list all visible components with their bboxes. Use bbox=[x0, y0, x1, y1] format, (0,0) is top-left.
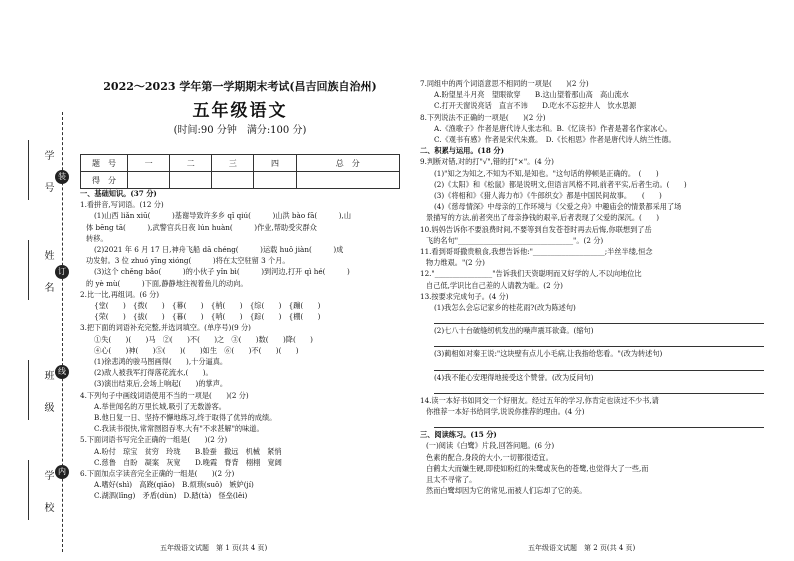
class-label: 班 级 bbox=[42, 370, 53, 418]
binding-margin bbox=[0, 0, 78, 561]
exam-title: 2022～2023 学年第一学期期末考试(昌吉回族自治州) bbox=[103, 80, 377, 93]
left_lines-line: A.举世闻名的万里长城,吸引了无数游客。 bbox=[94, 401, 226, 411]
score-cell: 一 bbox=[128, 155, 170, 172]
left_lines-line: C.湖泗(lǐng) 矛盾(dùn) D.踏(tà) 怪垒(lěi) bbox=[94, 491, 248, 501]
answer-line[interactable] bbox=[434, 417, 764, 428]
binding-marker: 线 bbox=[55, 365, 69, 379]
right_lines-line: C.《观书有感》作者是宋代朱熹。 D.《长相思》作者是唐代诗人纳兰性德。 bbox=[434, 135, 676, 145]
right_lines-line: 白鹤太大而嫌生硬,即使如粉红的朱鹭或灰色的苍鹭,也觉得大了一些,而 bbox=[426, 463, 649, 473]
answer-line[interactable] bbox=[434, 383, 764, 394]
binding-marker: 订 bbox=[55, 265, 69, 279]
score-table bbox=[80, 154, 400, 189]
right_lines-line: (3)蔺相如对秦王说:"这块壁有点儿小毛病,让我指给您看。"(改为转述句) bbox=[434, 349, 663, 359]
student-name-label: 姓 名 bbox=[42, 250, 53, 298]
right_lines-line: A.盼望星斗月亮 望眼欲穿 B.这山望着那山高 高山流水 bbox=[434, 90, 629, 100]
left_lines-line: (2)敌人被我军打得落花流水,( )。 bbox=[94, 368, 213, 378]
left_lines-line: C.我读书很快,常常囫囵吞枣,大有"不求甚解"的味道。 bbox=[94, 424, 264, 434]
student-id-label: 学 号 bbox=[42, 150, 53, 198]
score-cell: 四 bbox=[254, 155, 296, 172]
left_lines-line: ①失( )( )马 ②( )不( )之 ③( )数( )降( ) bbox=[94, 334, 313, 344]
binding-marker: 装 bbox=[55, 170, 69, 184]
left_lines-line: (2)2021 年 6 月 17 日,神舟飞船 dā chéng( )运载 huǒ jiàn( )成 bbox=[94, 245, 344, 255]
score-cell: 三 bbox=[212, 155, 254, 172]
right_lines-line: 自己低,学识比自己差的人请教为耻。(2 分) bbox=[426, 280, 563, 290]
right-footer: 五年级语文试题 第 2 页(共 4 页) bbox=[528, 544, 636, 552]
right_lines-line: (4)《慈母情深》中母亲的工作环境与《父爱之舟》中趣庙会的情景都采用了场 bbox=[434, 202, 682, 212]
student-id-line bbox=[28, 140, 29, 200]
left_lines-line: (3)演出结束后,会场上响起( )的掌声。 bbox=[94, 379, 228, 389]
class-line bbox=[28, 360, 29, 420]
school-line bbox=[28, 460, 29, 520]
right_lines-line: (1)"知之为知之,不知为不知,是知也。"这句话的停顿是正确的。 ( ) bbox=[434, 168, 659, 178]
right_lines-line: 景描写的方法,前者突出了母亲挣钱的艰辛,后者表现了父爱的深沉。( ) bbox=[426, 213, 659, 223]
right_lines-line: 9.判断对错,对的打"√",错的打"×"。(4 分) bbox=[420, 157, 554, 167]
right_lines-line: C.打开天窗说亮话 直言不讳 D.吃水不忘挖井人 饮水思源 bbox=[434, 101, 637, 111]
left-questions bbox=[80, 188, 400, 502]
score-cell: 得 分 bbox=[81, 172, 128, 189]
answer-line[interactable] bbox=[434, 360, 764, 371]
left_lines-line: (1)徐悲鸿的骏马图画得( ),十分逼真。 bbox=[94, 357, 228, 367]
left_lines-line: (3)这个 chěng bǎo( )的小伙子 yǐn bì( )到河边,打开 qì hé( ) bbox=[94, 267, 350, 277]
left_lines-line: (1)山西 liǎn xiū( )基谢导致许多乡 qǐ qiú( )山洪 bào fā( ),山 bbox=[94, 211, 352, 221]
right_lines-line: 12."________________"告诉我们天资聪明而又好学的人,不以向地位比 bbox=[420, 269, 642, 279]
left_lines-line: B.他日复一日、坚持不懈地练习,终于取得了优异的成绩。 bbox=[94, 413, 277, 423]
right_lines-line: (4)我不能心安理得地接受这个赞誉。(改为反问句) bbox=[434, 372, 594, 382]
right_lines-line: 14.读一本好书如同交一个好朋友。经过五年的学习,你肯定也读过不少书,请 bbox=[420, 395, 659, 405]
right_lines-line: 13.按要求完成句子。(4 分) bbox=[420, 291, 509, 301]
right_lines-line: 物力维艰。"(2 分) bbox=[426, 258, 485, 268]
score-cell: 二 bbox=[170, 155, 212, 172]
score-input-cell[interactable] bbox=[296, 172, 399, 189]
answer-line[interactable] bbox=[434, 313, 764, 324]
subject-title: 五年级语文 bbox=[192, 101, 288, 121]
right_lines-line: 二、积累与运用。(18 分) bbox=[420, 146, 504, 156]
score-input-cell[interactable] bbox=[170, 172, 212, 189]
left_lines-line: 5.下面词语书写完全正确的一组是( )(2 分) bbox=[80, 435, 228, 445]
right-questions bbox=[420, 78, 780, 497]
left_lines-line: A.嗜好(shì) 高跷(qiāo) B.烦琐(suǒ) 嫉妒(jí) bbox=[94, 480, 254, 490]
right_lines-line: 你推荐一本好书给同学,说说你推荐的理由。(4 分) bbox=[426, 407, 585, 417]
left_lines-line: 4.下列句子中画线词语使用不当的一项是( )(2 分) bbox=[80, 390, 249, 400]
right_lines-line: (2)《太阳》和《松鼠》都是说明文,但语言风格不同,前者平实,后者生动。( ) bbox=[434, 179, 687, 189]
left_lines-line: {荣( ) {拔( ) {暮( ) {哨( ) {踪( ) {棚( ) bbox=[94, 312, 321, 322]
right_lines-line: 8.下列说法不正确的一项是( )(2 分) bbox=[420, 112, 546, 122]
score-cell: 题 号 bbox=[81, 155, 128, 172]
right_lines-line: 三、阅读练习。(15 分) bbox=[420, 430, 497, 440]
left_lines-line: {堂( ) {拨( ) {幕( ) {梢( ) {综( ) {蹦( ) bbox=[94, 301, 321, 311]
right_lines-line: 然而白鹭却因为它的常见,而被人们忘却了它的美。 bbox=[426, 486, 587, 496]
right_lines-line: (2)七八十台破缝纫机发出的噪声震耳欲聋。(缩句) bbox=[434, 326, 594, 336]
binding-marker: 内 bbox=[55, 465, 69, 479]
right_lines-line: (3)《将相和》《猎人海力布》《牛郎织女》都是中国民间故事。 ( ) bbox=[434, 191, 662, 201]
time-score: (时间:90 分钟 满分:100 分) bbox=[173, 125, 307, 136]
left_lines-line: 的 yè mù( )下面,静静地注视着鱼儿的动向。 bbox=[86, 278, 248, 288]
score-input-cell[interactable] bbox=[128, 172, 170, 189]
right_lines-line: 色素的配合,身段的大小,一切都很适宜。 bbox=[426, 452, 553, 462]
left_lines-line: A.吩付 琼宝 贫穷 玲珑 B.脸蚕 撒远 机械 紧悄 bbox=[94, 446, 282, 456]
left_lines-line: 1.看拼音,写词语。(12 分) bbox=[80, 200, 164, 210]
score-input-cell[interactable] bbox=[212, 172, 254, 189]
left_lines-line: C.慈鲁 自盼 凝案 灰宽 D.晚霞 脊背 栩栩 宽阔 bbox=[94, 457, 282, 467]
left_lines-line: 功发射。3 位 zhuó yīng xióng( )将在太空驻留 3 个月。 bbox=[86, 256, 290, 266]
school-label: 学 校 bbox=[42, 470, 53, 518]
left-page bbox=[80, 0, 400, 561]
right_lines-line: 飞的名句"________________________________"。(2 分) bbox=[426, 235, 604, 245]
left_lines-line: 一、基础知识。(37 分) bbox=[80, 189, 157, 198]
score-input-cell[interactable] bbox=[254, 172, 296, 189]
answer-line[interactable] bbox=[434, 336, 764, 347]
left_lines-line: 3.把下面的词语补充完整,并选词填空。(单序号)(9 分) bbox=[80, 323, 251, 333]
right_lines-line: 且太不寻常了。 bbox=[426, 475, 477, 485]
left_lines-line: 体 bēng tā( ),武警官兵日夜 lún huàn( )作业,帮助受灾群众 bbox=[86, 222, 317, 232]
right_lines-line: (一)阅读《白鹭》片段,回答问题。(6 分) bbox=[426, 441, 555, 451]
right_lines-line: 7.同组中的两个词语意思不相同的一项是( )(2 分) bbox=[420, 79, 589, 88]
left_lines-line: ④心( )神( )⑤( )( )如生 ⑥( )不( )( ) bbox=[94, 345, 299, 355]
right-page bbox=[420, 0, 780, 561]
student-name-line bbox=[28, 240, 29, 300]
score-table-score-row bbox=[81, 172, 400, 189]
score-cell: 总 分 bbox=[296, 155, 399, 172]
left_lines-line: 2.比一比,再组词。(6 分) bbox=[80, 289, 160, 299]
right_lines-line: 10.妈妈告诉你不要浪费时间,不要等到自发苍苍时再去后悔,你联想到了岳 bbox=[420, 224, 652, 234]
right_lines-line: 11.看到哥哥撒贵粮食,我想告诉他:"____________________;半丝半缕,恒念 bbox=[420, 247, 653, 257]
right_lines-line: A.《渔歌子》作者是唐代诗人张志和。B.《忆读书》作者是著名作家冰心。 bbox=[434, 123, 672, 133]
left_lines-line: 转移。 bbox=[86, 233, 108, 243]
right_lines-line: (1)我怎么会忘记家乡的桂花雨?(改为陈述句) bbox=[434, 303, 576, 313]
score-table-header-row bbox=[81, 155, 400, 172]
left_lines-line: 6.下面加点字读音完全正确的一组是( )(2 分) bbox=[80, 469, 235, 479]
left-footer: 五年级语文试题 第 1 页(共 4 页) bbox=[160, 544, 268, 552]
